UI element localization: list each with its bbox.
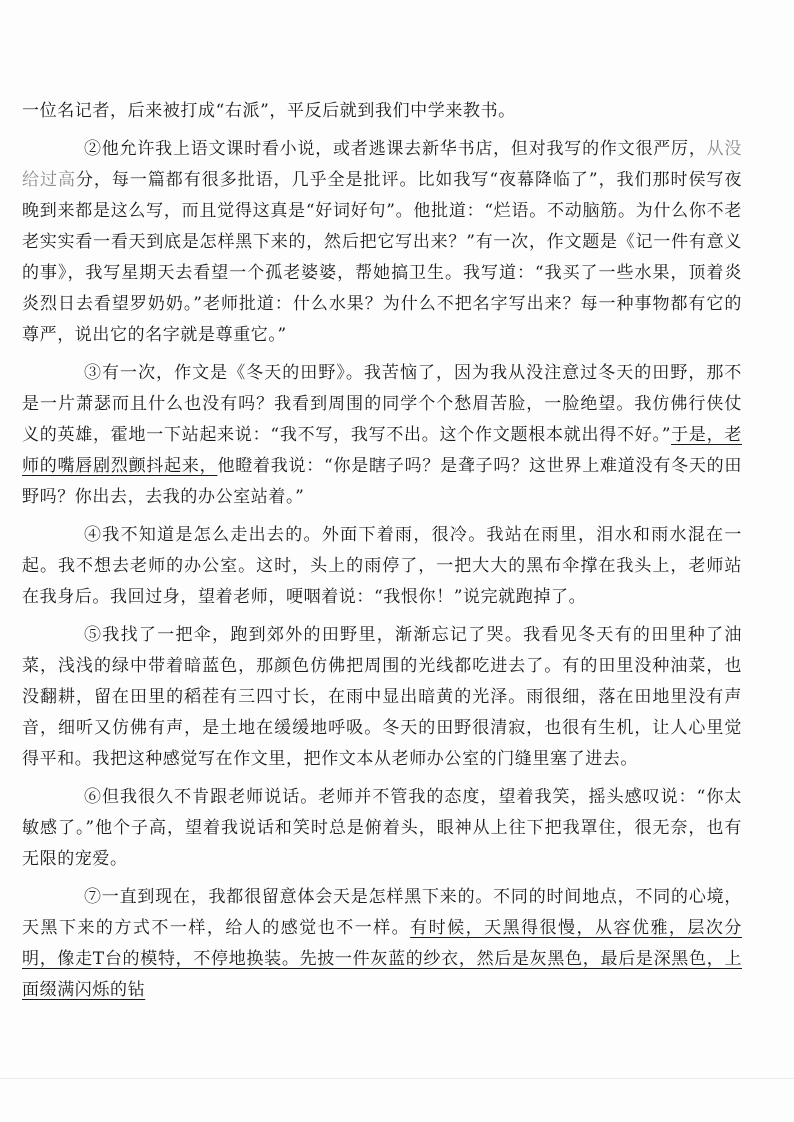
paragraph-5-text: ⑤我找了一把伞，跑到郊外的田野里，渐渐忘记了哭。我看见冬天有的田里种了油菜，浅浅的绿中带着暗蓝色，那颜色仿佛把周围的光线都吃进去了。有的田里没种油菜，也没翻耕，留在田里的稻茬有三四寸长，在雨中显出暗黄的光泽。雨很细，落在田地里没有声音，细听又仿佛有声，是土地在缓缓地呼吸。冬天的田野很清寂，也很有生机，让人心里觉得平和。我把这种感觉写在作文里，把作文本从老师办公室的门缝里塞了进去。 (22, 625, 742, 769)
page-bottom-divider (0, 1078, 794, 1079)
paragraph-1-text: 一位名记者，后来被打成“右派”，平反后就到我们中学来教书。 (22, 101, 516, 121)
paragraph-2-faint-text: 从没给过高 (22, 139, 742, 190)
paragraph-4-text: ④我不知道是怎么走出去的。外面下着雨，很冷。我站在雨里，泪水和雨水混在一起。我不想去老师的办公室。这时，头上的雨停了，一把大大的黑布伞撑在我头上，老师站在我身后。我回过身，望着老师，哽咽着说：“我恨你！”说完就跑掉了。 (22, 525, 742, 607)
paragraph-3-underlined-text: 于是，老师的嘴唇剧烈颤抖起来， (22, 425, 742, 476)
article-body (22, 96, 742, 1013)
paragraph-3-text-b: 他瞪着我说：“你是瞎子吗？是聋子吗？这世界上难道没有冬天的田野吗？你出去，去我的办公室站着。” (22, 456, 742, 507)
paragraph-6 (22, 782, 742, 875)
paragraph-2-text-a: ②他允许我上语文课时看小说，或者逃课去新华书店，但对我写的作文很严厉， (84, 139, 707, 159)
paragraph-6-text: ⑥但我很久不肯跟老师说话。老师并不管我的态度，望着我笑，摇头感叹说：“你太敏感了。”他个子高，望着我说话和笑时总是俯着头，眼神从上往下把我罩住，很无奈，也有无限的宠爱。 (22, 787, 742, 869)
paragraph-7-underlined-text: 有时候，天黑得很慢，从容优雅，层次分明，像走T台的模特，不停地换装。先披一件灰蓝的纱衣，然后是灰黑色，最后是深黑色，上面缀满闪烁的钻 (22, 918, 742, 1000)
paragraph-4 (22, 520, 742, 613)
paragraph-5 (22, 620, 742, 775)
paragraph-2 (22, 134, 742, 351)
paragraph-2-text-b: 分，每一篇都有很多批语，几乎全是批评。比如我写“夜幕降临了”，我们那时侯写夜晚到来都是这么写，而且觉得这真是“好词好句”。他批道：“烂语。不动脑筋。为什么你不老老实实看一看天到底是怎样黑下来的，然后把它写出来？”有一次，作文题是《记一件有意义的事》，我写星期天去看望一个孤老婆婆，帮她搞卫生。我写道：“我买了一些水果，顶着炎炎烈日去看望罗奶奶。”老师批道：什么水果？为什么不把名字写出来？每一种事物都有它的尊严，说出它的名字就是尊重它。” (22, 170, 742, 345)
paragraph-3-text-a: ③有一次，作文是《冬天的田野》。我苦恼了，因为我从没注意过冬天的田野，那不是一片萧瑟而且什么也没有吗？我看到周围的同学个个愁眉苦脸，一脸绝望。我仿佛行侠仗义的英雄，霍地一下站起来说：“我不写，我写不出。这个作文题根本就出得不好。” (22, 363, 742, 445)
paragraph-3 (22, 358, 742, 513)
paragraph-7 (22, 882, 742, 1006)
paragraph-7-text: ⑦一直到现在，我都很留意体会天是怎样黑下来的。不同的时间地点，不同的心境，天黑下来的方式不一样，给人的感觉也不一样。 (22, 887, 742, 938)
paragraph-1 (22, 96, 742, 127)
